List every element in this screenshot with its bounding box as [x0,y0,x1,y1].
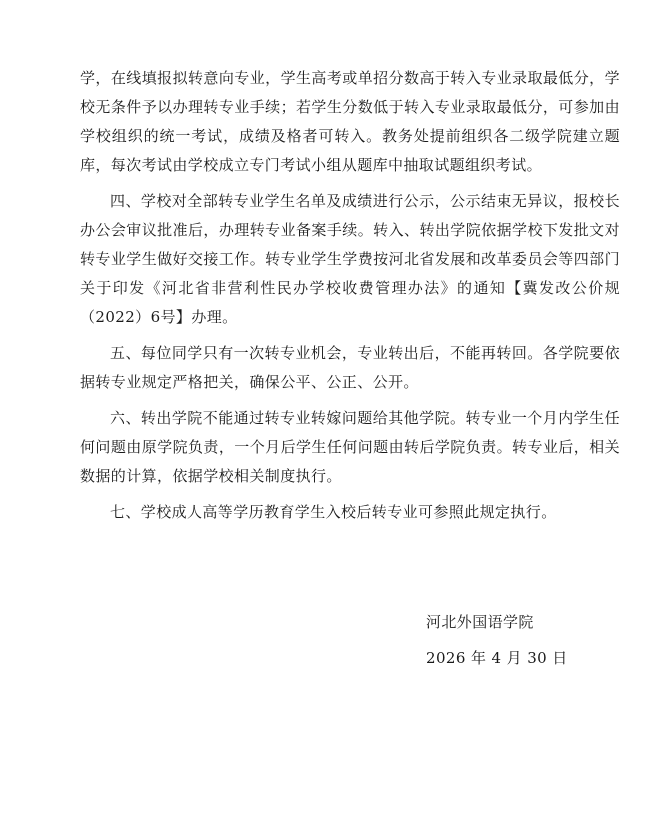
document-body [80,64,620,534]
signature-block [426,604,568,676]
signature-organization: 河北外国语学院 [426,613,534,631]
paragraph-item-six: 六、转出学院不能通过转专业转嫁问题给其他学院。转专业一个月内学生任何问题由原学院负责，一个月后学生任何问题由转后学院负责。转专业后，相关数据的计算，依据学校相关制度执行。 [80,409,620,485]
paragraph-item-four: 四、学校对全部转专业学生名单及成绩进行公示，公示结束无异议，报校长办公会审议批准后，办理转专业备案手续。转入、转出学院依据学校下发批文对转专业学生做好交接工作。转专业学生学费按河北省发展和改革委员会等四部门关于印发《河北省非营利性民办学校收费管理办法》的通知【冀发改公价规（2022）6号】办理。 [80,192,620,326]
signature-date: 2026 年 4 月 30 日 [426,649,568,667]
paragraph-item-five: 五、每位同学只有一次转专业机会，专业转出后，不能再转回。各学院要依据转专业规定严格把关，确保公平、公正、公开。 [80,344,620,391]
paragraph-continued: 学，在线填报拟转意向专业，学生高考或单招分数高于转入专业录取最低分，学校无条件予以办理转专业手续；若学生分数低于转入专业录取最低分，可参加由学校组织的统一考试，成绩及格者可转入。教务处提前组织各二级学院建立题库，每次考试由学校成立专门考试小组从题库中抽取试题组织考试。 [80,69,620,174]
paragraph-item-seven: 七、学校成人高等学历教育学生入校后转专业可参照此规定执行。 [110,503,557,521]
